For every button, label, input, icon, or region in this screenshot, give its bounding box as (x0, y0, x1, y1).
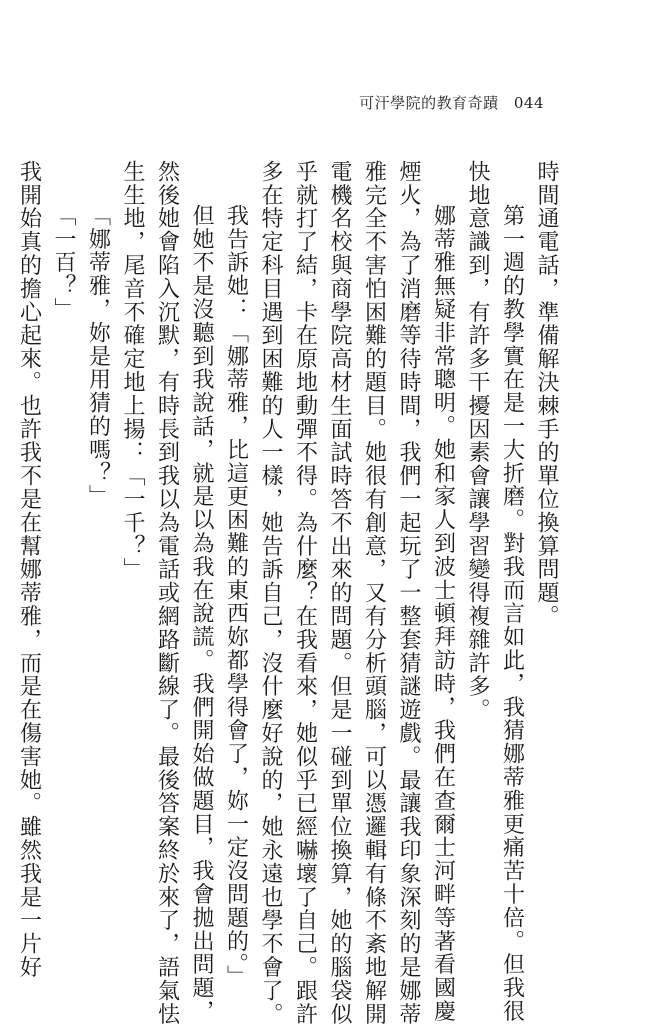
text-line: 電機名校與商學院高材生面試時答不出來的問題。但是一碰到單位換算，她的腦袋似 (327, 160, 352, 1026)
text-line: 生生地，尾音不確定地上揚：「一千？」 (120, 160, 145, 582)
text-line: 「一百？」 (51, 204, 76, 321)
running-header (300, 92, 544, 113)
text-line: 乎就打了結，卡在原地動彈不得。為什麼？在我看來，她似乎已經嚇壞了自己。跟許 (292, 160, 318, 1026)
page-number: 044 (513, 94, 544, 112)
text-line: 煙火，為了消磨等待時間，我們一起玩了一整套猜謎遊戲。最讓我印象深刻的是娜蒂 (396, 160, 421, 1026)
body-text (11, 160, 563, 1026)
text-line: 多在特定科目遇到困難的人一樣，她告訴自己，沒什麼好說的，她永遠也學不會了。 (258, 160, 283, 1026)
text-line: 但她不是沒聽到我說話，就是以為我在說謊。我們開始做題目，我會拋出問題， (189, 204, 214, 1023)
text-line: 「娜蒂雅，妳是用猜的嗎？」 (85, 204, 111, 509)
text-line: 然後她會陷入沉默，有時長到我以為電話或網路斷線了。最後答案終於來了，語氣怯 (154, 160, 180, 1026)
text-line: 我告訴她：「娜蒂雅，比這更困難的東西妳都學得會了，妳一定沒問題的。」 (223, 204, 249, 989)
text-line: 雅完全不害怕困難的題目。她很有創意，又有分析頭腦，可以憑邏輯有條不紊地解開 (361, 160, 387, 1026)
text-line: 第一週的教學實在是一大折磨。對我而言如此，我猜娜蒂雅更痛苦十倍。但我很 (499, 204, 525, 1023)
text-line: 娜蒂雅無疑非常聰明。她和家人到波士頓拜訪時，我們在查爾士河畔等著看國慶 (430, 204, 456, 1023)
text-line: 我開始真的擔心起來。也許我不是在幫娜蒂雅，而是在傷害她。雖然我是一片好 (16, 160, 42, 979)
book-title: 可汗學院的教育奇蹟 (359, 94, 499, 112)
text-line: 快地意識到，有許多干擾因素會讓學習變得複雜許多。 (465, 160, 490, 722)
text-line: 時間通電話，準備解決棘手的單位換算問題。 (534, 160, 559, 628)
